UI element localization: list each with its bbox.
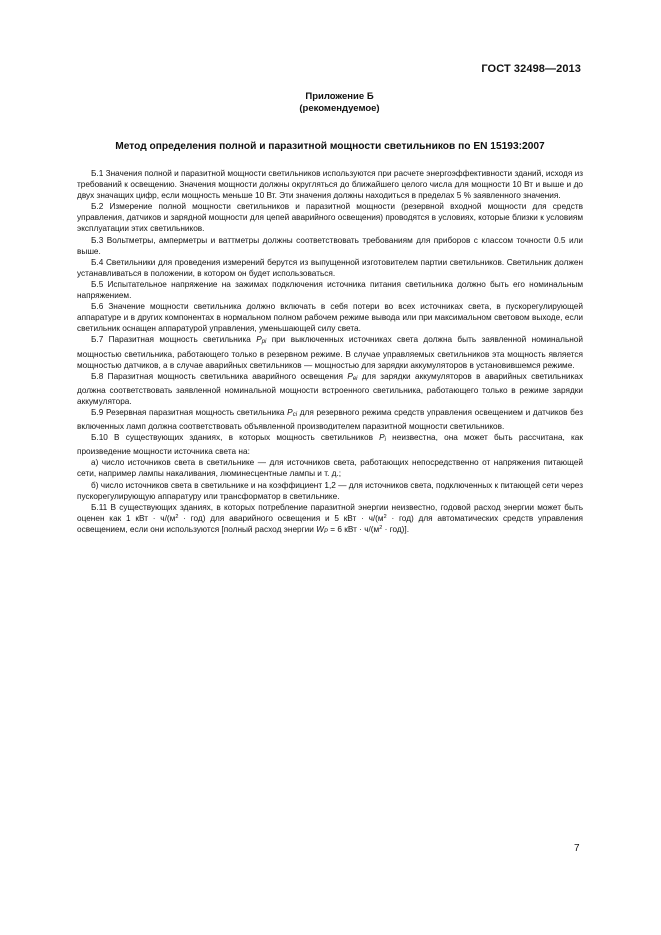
paragraph-b2: Б.2 Измерение полной мощности светильников и паразитной мощности (резервной входной мощности для средств управления, датчиков и зарядной мощности для цепей аварийного освещения) проводятся в условиях, которые близки к условиям эксплуатации этих светильников. xyxy=(77,202,583,234)
paragraph-b1: Б.1 Значения полной и паразитной мощности светильников используются при расчете энергоэффективности зданий, исходя из требований к освещению. Значения мощности должны округляться до ближайшего целого числа для мощности 10 Вт и выше и до двух значащих цифр, если мощность меньше 10 Вт. Эти значения должны находиться в пределах 5 % заявленного значения. xyxy=(77,169,583,201)
paragraph-b5: Б.5 Испытательное напряжение на зажимах подключения источника питания светильника должно быть его номинальным напряжением. xyxy=(77,279,583,301)
symbol-p-ci: $P_{ci}$ xyxy=(287,407,298,418)
paragraph-b10-text-2: неизвестна, она может быть рассчитана, как произведение мощности источника света на: xyxy=(77,433,583,457)
appendix-title: Приложение Б xyxy=(305,91,374,102)
paragraph-b9 xyxy=(77,407,583,432)
paragraph-b7 xyxy=(77,334,583,370)
paragraph-b9-text-2: для резервного режима средств управления освещением и датчиков без включенных ламп должна соответствовать объявленной производителем паразитной мощности светильников. xyxy=(77,407,584,432)
paragraph-b9-text-1: Б.9 Резервная паразитная мощность светильника xyxy=(91,407,288,417)
appendix-subtitle: (рекомендуемое) xyxy=(299,103,380,114)
paragraph-b4: Б.4 Светильники для проведения измерений берутся из выпущенной изготовителем партии светильников. Светильник должен устанавливаться в положении, в котором он будет использоваться. xyxy=(77,257,583,278)
body-text xyxy=(77,168,583,538)
paragraph-b3: Б.3 Вольтметры, амперметры и ваттметры должны соответствовать требованиям для приборов с классом точности 0.5 или выше. xyxy=(77,235,583,256)
paragraph-b7-text-1: Б.7 Паразитная мощность светильника xyxy=(91,335,257,345)
list-item-a: а) число источников света в светильнике — для источников света, работающих непосредственно от напряжения питающей сети, например лампы накаливания, люминесцентные лампы и т. д.; xyxy=(77,458,583,479)
paragraph-b7-text-2: при выключенных источниках света должна быть заявленной номинальной мощностью светильника, работающего только в резервном режиме. В случае управляемых светильников эта мощность является мощностью датчиков, а в случае аварийных светильников — мощностью для зарядки аккумуляторов в установившемся режиме. xyxy=(77,335,583,370)
symbol-p-ei: $P_{ei}$ xyxy=(347,371,358,382)
paragraph-b10-text-1: Б.10 В существующих зданиях, в которых мощность светильников xyxy=(91,433,380,443)
page-number: 7 xyxy=(574,843,580,854)
paragraph-b11: Б.11 В существующих зданиях, в которых потребление паразитной энергии неизвестно, годовой расход энергии может быть оценен как 1 кВт · $ч/(м^2 \cdot год)$ для аварийного освещения и 5 кВт · $ч/(м^2 \cdot год)$ для автоматических средств управления освещением, если они используются [полный расход энергии $W_P = 6$ кВт · $ч/(м^2 \cdot год)$]. xyxy=(77,502,584,535)
paragraph-b6: Б.6 Значение мощности светильника должно включать в себя потери во всех источниках света, в пускорегулирующей аппаратуре и в других компонентах в нормальном полном рабочем режиме вывода или при максимальном световом выходе, если светильник оснащен аппаратурой управления, уменьшающей силу света. xyxy=(77,302,583,334)
symbol-p-pi: $P_{pi}$ xyxy=(256,335,267,346)
paragraph-b8-text-2: для зарядки аккумуляторов в аварийных светильниках должна соответствовать заявленной номинальной мощности встроенного светильника, работающего только в режиме зарядки аккумулятора. xyxy=(77,371,583,406)
document-code: ГОСТ 32498—2013 xyxy=(481,63,581,75)
section-heading: Метод определения полной и паразитной мощности светильников по EN 15193:2007 xyxy=(115,141,545,152)
paragraph-b10 xyxy=(77,432,583,457)
appendix-block xyxy=(0,91,661,115)
symbol-p-i: $P_i$ xyxy=(379,433,387,444)
symbol-w-p: $W_P$ xyxy=(316,524,328,535)
list-item-b: б) число источников света в светильнике и на коэффициент 1,2 — для источников света, подключенных к питающей сети через пускорегулирующую аппаратуру или трансформатор в светильнике. xyxy=(77,480,583,501)
paragraph-b8 xyxy=(77,371,583,407)
paragraph-b8-text-1: Б.8 Паразитная мощность светильника аварийного освещения xyxy=(91,371,348,381)
